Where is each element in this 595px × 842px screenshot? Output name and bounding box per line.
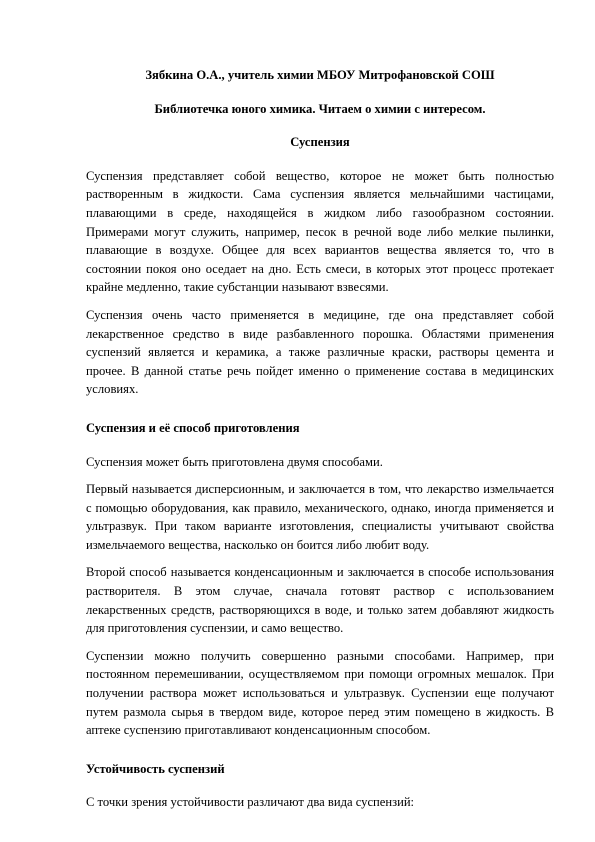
preparation-paragraph-4: Суспензии можно получить совершенно разными способами. Например, при постоянном перемешивании, осуществляемом при помощи огромных мешалок. При получении раствора может использоваться и ультразвук. Суспензии еще получают путем размола сырья в твердом виде, которое перед этим помещено в жидкость. В аптеке суспензию приготавливают конденсационным способом. bbox=[86, 648, 554, 738]
section-heading-stability: Устойчивость суспензий bbox=[86, 761, 225, 776]
preparation-paragraph-1: Суспензия может быть приготовлена двумя способами. bbox=[86, 454, 383, 469]
document-page bbox=[86, 66, 554, 821]
preparation-paragraph-3: Второй способ называется конденсационным и заключается в способе использования растворителя. В этом случае, сначала готовят раствор с использованием лекарственных средств, растворяющихся в воде, и только затем добавляют жидкость для приготовления суспензии, и само вещество. bbox=[86, 565, 554, 636]
intro-paragraph-2: Суспензия очень часто применяется в медицине, где она представляет собой лекарственное средство в виде разбавленного порошка. Областями применения суспензий является и керамика, а также различные краски, растворы цемента и прочее. В данной статье речь пойдет именно о применение состава в медицинских условиях. bbox=[86, 307, 554, 397]
intro-paragraph-1: Суспензия представляет собой вещество, которое не может быть полностью растворенным в жидкости. Сама суспензия является мельчайшими частицами, плавающими в среде, находящейся в жидком либо газообразном состоянии. Примерами могут служить, например, песок в речной воде либо мелкие пылинки, плавающие в воздухе. Общее для всех вариантов вещества является то, что в состоянии покоя оно оседает на дно. Есть смеси, в которых этот процесс протекает крайне медленно, такие субстанции называют взвесями. bbox=[86, 168, 554, 295]
preparation-paragraph-2: Первый называется дисперсионным, и заключается в том, что лекарство измельчается с помощью оборудования, как правило, механического, однако, иногда применяется и ультразвук. При таком варианте изготовления, специалисты учитывают свойства измельчаемого вещества, насколько он боится либо любит воду. bbox=[86, 482, 554, 552]
series-line: Библиотечка юного химика. Читаем о химии с интересом. bbox=[154, 101, 486, 116]
stability-paragraph-1: С точки зрения устойчивости различают два вида суспензий: bbox=[86, 795, 415, 810]
author-line: Зябкина О.А., учитель химии МБОУ Митрофановской СОШ bbox=[145, 68, 495, 82]
document-title: Суспензия bbox=[290, 135, 350, 150]
section-heading-preparation: Суспензия и её способ приготовления bbox=[86, 420, 300, 435]
